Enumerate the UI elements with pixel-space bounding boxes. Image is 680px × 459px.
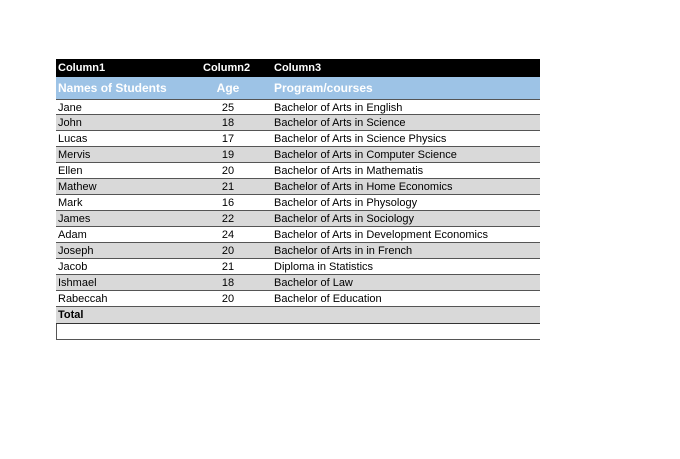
- age-cell[interactable]: 19: [221, 149, 235, 161]
- age-header-cell[interactable]: Age: [216, 81, 240, 95]
- age-cell[interactable]: 16: [221, 197, 235, 209]
- student-name-cell[interactable]: Jane: [58, 102, 82, 114]
- table-row: [56, 259, 540, 275]
- column3-header[interactable]: Column3: [274, 62, 322, 74]
- program-header-cell[interactable]: Program/courses: [274, 81, 373, 95]
- table-row: [56, 163, 540, 179]
- table-row: [56, 131, 540, 147]
- spreadsheet-table: [56, 59, 540, 340]
- student-name-cell[interactable]: Rabeccah: [58, 293, 108, 305]
- age-cell[interactable]: 20: [221, 165, 235, 177]
- student-name-cell[interactable]: John: [58, 117, 82, 129]
- table-row: [56, 99, 540, 115]
- program-cell[interactable]: Diploma in Statistics: [274, 261, 374, 273]
- program-cell[interactable]: Bachelor of Arts in Home Economics: [274, 181, 453, 193]
- program-cell[interactable]: Bachelor of Arts in Development Economics: [274, 229, 488, 241]
- age-cell[interactable]: 21: [221, 261, 235, 273]
- table-row: [56, 291, 540, 307]
- student-name-cell[interactable]: Jacob: [58, 261, 88, 273]
- program-cell[interactable]: Bachelor of Arts in in French: [274, 245, 413, 257]
- column1-header[interactable]: Column1: [58, 62, 106, 74]
- column2-header[interactable]: Column2: [203, 62, 251, 74]
- program-cell[interactable]: Bachelor of Arts in Physology: [274, 197, 418, 209]
- student-name-cell[interactable]: Mathew: [58, 181, 97, 193]
- names-header-cell[interactable]: Names of Students: [58, 81, 167, 95]
- table-row: [56, 147, 540, 163]
- table-row: [56, 211, 540, 227]
- age-cell[interactable]: 20: [221, 293, 235, 305]
- age-cell[interactable]: 22: [221, 213, 235, 225]
- program-cell[interactable]: Bachelor of Law: [274, 277, 353, 289]
- age-cell[interactable]: 17: [221, 133, 235, 145]
- program-cell[interactable]: Bachelor of Arts in Mathematis: [274, 165, 424, 177]
- program-cell[interactable]: Bachelor of Arts in Science: [274, 117, 406, 129]
- student-name-cell[interactable]: Joseph: [58, 245, 94, 257]
- student-name-cell[interactable]: James: [58, 213, 91, 225]
- program-cell[interactable]: Bachelor of Arts in Sociology: [274, 213, 415, 225]
- program-cell[interactable]: Bachelor of Arts in Computer Science: [274, 149, 457, 161]
- table-row: [56, 195, 540, 211]
- table-row: [56, 227, 540, 243]
- empty-row[interactable]: [56, 324, 540, 340]
- table-row: [56, 179, 540, 195]
- age-cell[interactable]: 18: [221, 117, 235, 129]
- table-subheader-row: [56, 77, 540, 99]
- student-name-cell[interactable]: Mark: [58, 197, 83, 209]
- program-cell[interactable]: Bachelor of Education: [274, 293, 382, 305]
- table-row: [56, 115, 540, 131]
- total-row: [56, 307, 540, 324]
- age-cell[interactable]: 18: [221, 277, 235, 289]
- age-cell[interactable]: 24: [221, 229, 235, 241]
- student-name-cell[interactable]: Mervis: [58, 149, 91, 161]
- age-cell[interactable]: 21: [221, 181, 235, 193]
- age-cell[interactable]: 25: [221, 102, 235, 114]
- student-name-cell[interactable]: Ishmael: [58, 277, 97, 289]
- program-cell[interactable]: Bachelor of Arts in Science Physics: [274, 133, 447, 145]
- total-label-cell[interactable]: Total: [58, 309, 84, 321]
- age-cell[interactable]: 20: [221, 245, 235, 257]
- program-cell[interactable]: Bachelor of Arts in English: [274, 102, 403, 114]
- table-row: [56, 243, 540, 259]
- table-header-row: [56, 59, 540, 77]
- student-name-cell[interactable]: Adam: [58, 229, 87, 241]
- table-row: [56, 275, 540, 291]
- student-name-cell[interactable]: Ellen: [58, 165, 83, 177]
- table-body: [56, 99, 540, 307]
- student-name-cell[interactable]: Lucas: [58, 133, 88, 145]
